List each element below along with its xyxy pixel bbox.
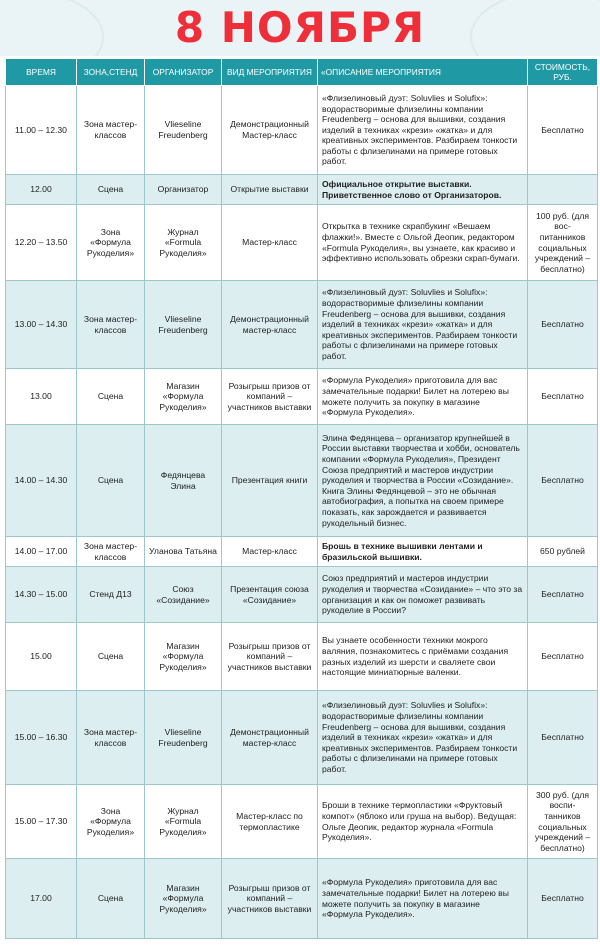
cell-description: «Флизелиновый дуэт: Soluvlies и Solufix»: водорастворимые флизелины компании Freudenberg – основа для вышивки, создания изделий в техниках «крези» «жатка» и для креативных экспериментов. Разбираем тонкости работы с флизелинами на примере готовых работ. [318,86,528,175]
cell-type: Открытие выставки [222,175,318,205]
column-header-time: ВРЕМЯ [6,59,77,86]
column-header-description: «ОПИСАНИЕ МЕРОПРИЯТИЯ [318,59,528,86]
cell-organizer: Vlieseline Freudenberg [145,86,222,175]
cell-price: Бесплатно [528,859,598,939]
cell-zone: Зона мастер-классов [77,691,145,785]
cell-zone: Сцена [77,623,145,691]
cell-organizer: Vlieseline Freudenberg [145,281,222,369]
cell-organizer: Магазин «Формула Рукоделия» [145,369,222,425]
page-title: 8 НОЯБРЯ [174,3,426,52]
table-row [6,281,598,369]
table-row [6,86,598,175]
cell-price: 300 руб. (для воспи-танников социальных учреждений – бесплатно) [528,785,598,859]
cell-price: Бесплатно [528,691,598,785]
cell-description: «Формула Рукоделия» приготовила для вас замечательные подарки! Билет на лотерею вы можете получить за покупку в магазине «Формула Рукоделия». [318,369,528,425]
cell-zone: Зона «Формула Рукоделия» [77,785,145,859]
cell-description: «Флизелиновый дуэт: Soluvlies и Solufix»: водорастворимые флизелины компании Freudenberg – основа для вышивки, создания изделий в техниках «крези» «жатка» и для креативных экспериментов. Разбираем тонкости работы с флизелинами на примере готовых работ. [318,281,528,369]
cell-time: 17.00 [6,859,77,939]
cell-organizer: Журнал «Formula Рукоделия» [145,785,222,859]
table-row [6,369,598,425]
table-row [6,425,598,537]
cell-price: Бесплатно [528,425,598,537]
cell-time: 12.00 [6,175,77,205]
table-row [6,623,598,691]
cell-price: Бесплатно [528,86,598,175]
column-header-price: СТОИМОСТЬ, РУБ. [528,59,598,86]
cell-price: Бесплатно [528,623,598,691]
cell-time: 13.00 [6,369,77,425]
table-row [6,567,598,623]
cell-price: Бесплатно [528,281,598,369]
cell-type: Демонстрационный мастер-класс [222,281,318,369]
cell-organizer: Организатор [145,175,222,205]
cell-type: Мастер-класс по термопластике [222,785,318,859]
cell-organizer: Vlieseline Freudenberg [145,691,222,785]
cell-organizer: Федянцева Элина [145,425,222,537]
cell-price: Бесплатно [528,567,598,623]
cell-zone: Сцена [77,175,145,205]
cell-description: Официальное открытие выставки. Приветственное слово от Организаторов. [318,175,528,205]
table-row [6,785,598,859]
schedule-table [5,58,598,939]
cell-type: Мастер-класс [222,537,318,567]
cell-price: 650 рублей [528,537,598,567]
cell-organizer: Магазин «Формула Рукоделия» [145,859,222,939]
cell-price [528,175,598,205]
cell-zone: Зона мастер-классов [77,537,145,567]
cell-type: Презентация союза «Созидание» [222,567,318,623]
cell-type: Мастер-класс [222,205,318,281]
cell-type: Розыгрыш призов от компаний – участников выставки [222,859,318,939]
cell-description: «Формула Рукоделия» приготовила для вас замечательные подарки! Билет на лотерею вы можете получить за покупку в магазине «Формула Рукоделия». [318,859,528,939]
cell-type: Презентация книги [222,425,318,537]
cell-type: Розыгрыш призов от компаний – участников выставки [222,369,318,425]
table-row [6,691,598,785]
cell-description: Броши в технике термопластики «Фруктовый компот» (яблоко или груша на выбор). Ведущая: Ольге Деопик, редактор журнала «Formula Рукоделия». [318,785,528,859]
cell-zone: Стенд Д13 [77,567,145,623]
cell-time: 14.00 – 17.00 [6,537,77,567]
cell-organizer: Уланова Татьяна [145,537,222,567]
table-header-row [6,59,598,86]
cell-zone: Сцена [77,369,145,425]
cell-price: 100 руб. (для вос-питанников социальных учреждений – бесплатно) [528,205,598,281]
cell-organizer: Союз «Созидание» [145,567,222,623]
cell-zone: Зона мастер-классов [77,281,145,369]
cell-time: 11.00 – 12.30 [6,86,77,175]
cell-time: 13.00 – 14.30 [6,281,77,369]
cell-time: 15.00 – 17.30 [6,785,77,859]
cell-zone: Зона «Формула Рукоделия» [77,205,145,281]
cell-time: 14.30 – 15.00 [6,567,77,623]
cell-zone: Сцена [77,425,145,537]
cell-type: Демонстрационный Мастер-класс [222,86,318,175]
column-header-type: ВИД МЕРОПРИЯТИЯ [222,59,318,86]
cell-description: Элина Федянцева – организатор крупнейшей в России выставки творчества и хобби, основатель компании «Формула Рукоделия», Президент Союза предприятий и мастеров индустрии рукоделия и творчества в России «Созидание». Книга Элины Федянцевой – это не обычная автобиография, а попытка на своем примере показать, как зарождается и развивается рукодельный бизнес. [318,425,528,537]
cell-price: Бесплатно [528,369,598,425]
cell-type: Демонстрационный мастер-класс [222,691,318,785]
table-row [6,859,598,939]
table-row [6,537,598,567]
cell-description: Брошь в технике вышивки лентами и бразильской вышивки. [318,537,528,567]
cell-description: Союз предприятий и мастеров индустрии рукоделия и творчества «Созидание» – что это за организация и как он поможет развивать рукоделие в России? [318,567,528,623]
table-row [6,205,598,281]
cell-time: 15.00 – 16.30 [6,691,77,785]
cell-description: «Флизелиновый дуэт: Soluvlies и Solufix»: водорастворимые флизелины компании Freudenberg – основа для вышивки, создания изделий в техниках «крези» «жатка» и для креативных экспериментов. Разбираем тонкости работы с флизелинами на примере готовых работ. [318,691,528,785]
cell-time: 14.00 – 14.30 [6,425,77,537]
cell-organizer: Магазин «Формула Рукоделия» [145,623,222,691]
cell-time: 12.20 – 13.50 [6,205,77,281]
cell-description: Вы узнаете особенности техники мокрого валяния, познакомитесь с приёмами создания разных изделий из шерсти и сваляете свои настоящие миниатюрные валенки. [318,623,528,691]
cell-time: 15.00 [6,623,77,691]
column-header-organizer: ОРГАНИЗАТОР [145,59,222,86]
cell-zone: Зона мастер-классов [77,86,145,175]
cell-zone: Сцена [77,859,145,939]
column-header-zone: ЗОНА,СТЕНД [77,59,145,86]
cell-organizer: Журнал «Formula Рукоделия» [145,205,222,281]
page-header [0,0,600,56]
cell-description: Открытка в технике скрапбукинг «Вешаем флажки!». Вместе с Ольгой Деопик, редактором «Formula Рукоделия», вы узнаете, как красиво и эффективно использовать обрезки скрап-бумаги. [318,205,528,281]
cell-type: Розыгрыш призов от компаний – участников выставки [222,623,318,691]
table-row [6,175,598,205]
